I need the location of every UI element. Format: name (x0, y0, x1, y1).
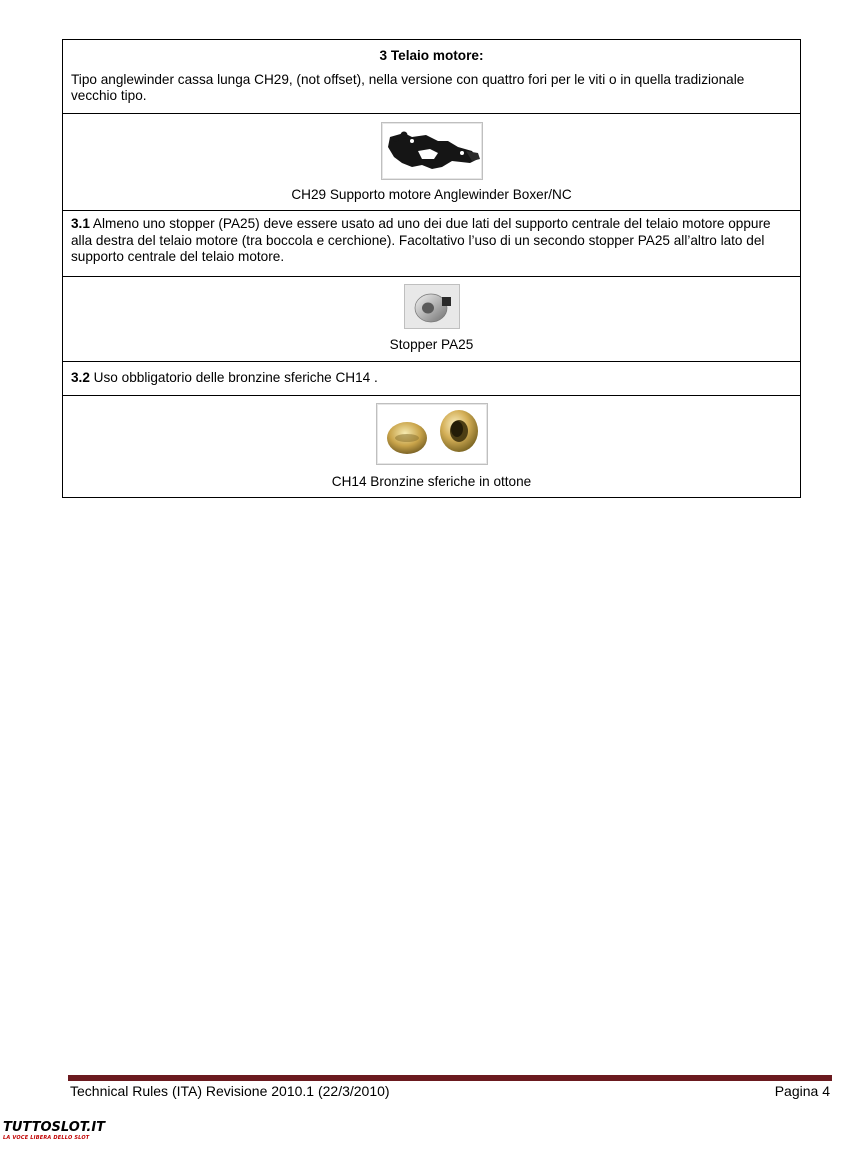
section-3-1-text: Almeno uno stopper (PA25) deve essere usato ad uno dei due lati del supporto centrale del telaio motore oppure alla destra del telaio motore (tra boccola e cerchione). Facoltativo l’uso di un secondo stopper PA25 all’altro lato del supporto centrale del telaio motore. (71, 216, 771, 264)
ch14-bushings-image (376, 403, 488, 465)
ch14-bushings-icon (377, 404, 487, 464)
ch29-caption: CH29 Supporto motore Anglewinder Boxer/NC (291, 187, 572, 202)
footer-page-number: Pagina 4 (774, 1083, 830, 1099)
section-3-2-number: 3.2 (71, 370, 90, 385)
figure-pa25-row (63, 277, 800, 362)
section-3-1-row (63, 211, 800, 277)
section-3-text: Tipo anglewinder cassa lunga CH29, (not offset), nella versione con quattro fori per le viti o in quella tradizionale vecchio tipo. (71, 71, 745, 103)
logo-tagline: LA VOCE LIBERA DELLO SLOT (3, 1135, 90, 1141)
figure-ch29-row (63, 114, 800, 211)
section-3-title: 3 Telaio motore: (379, 48, 484, 63)
footer-document-title: Technical Rules (ITA) Revisione 2010.1 (22/3/2010) (70, 1083, 390, 1099)
section-3-2-text: Uso obbligatorio delle bronzine sferiche CH14 . (89, 370, 378, 385)
figure-ch14-row (63, 396, 800, 497)
ch29-motor-mount-icon (382, 123, 482, 179)
ch29-motor-mount-image (381, 122, 483, 180)
section-3-2-row (63, 362, 800, 396)
section-3-row (63, 40, 800, 114)
pa25-caption: Stopper PA25 (389, 337, 474, 352)
footer-rule (68, 1075, 832, 1081)
pa25-stopper-image (404, 284, 460, 329)
rules-table (62, 39, 801, 498)
logo-name: TUTTOSLOT.IT (3, 1120, 106, 1135)
tuttoslot-logo (3, 1120, 106, 1141)
pa25-stopper-icon (405, 285, 459, 328)
ch14-caption: CH14 Bronzine sferiche in ottone (331, 474, 532, 489)
section-3-1-number: 3.1 (71, 216, 90, 231)
